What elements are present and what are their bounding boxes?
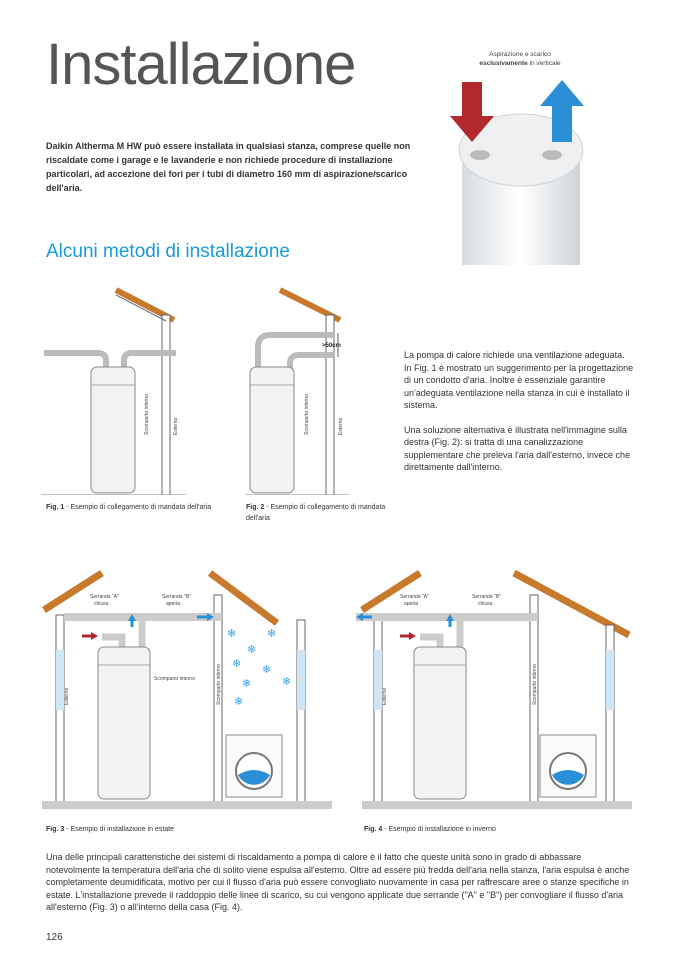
side-text [404, 349, 634, 486]
fig4-caption [364, 824, 614, 835]
svg-text:❄: ❄ [262, 664, 272, 676]
fig2-diagram [240, 285, 400, 495]
fig2-dimension: >50cm [322, 343, 341, 349]
fig3-label-inner: Scomparto interno [154, 676, 195, 682]
fig4-label-outer: Esterno [382, 687, 388, 705]
svg-text:❄: ❄ [232, 658, 242, 670]
fig4-damper-a: Serranda "A" [400, 594, 429, 600]
page-number: 126 [46, 932, 63, 943]
top-product-figure [440, 50, 600, 260]
fig2-caption [246, 502, 396, 524]
top-figure-label-bold: esclusivamente [479, 60, 528, 67]
fig3-caption [46, 824, 296, 835]
fig4-damper-a-state: aperta [404, 601, 419, 607]
fig2-label-inner: Scomparto interno [304, 394, 310, 435]
fig3-caption-text: - Esempio di installazione in estate [64, 826, 175, 833]
fig1-caption [46, 502, 236, 513]
top-figure-label-line1: Aspirazione e scarico [489, 51, 551, 58]
svg-text:❄: ❄ [234, 696, 244, 708]
fig4-diagram [354, 565, 634, 810]
fig1-label-inner: Scomparto interno [144, 394, 150, 435]
fig1-label-outer: Esterno [173, 417, 179, 435]
svg-text:❄: ❄ [242, 678, 252, 690]
fig3-label-outer: Esterno [64, 687, 70, 705]
fig4-damper-b: Serranda "B" [472, 594, 501, 600]
fig3-damper-a-state: chiusa [94, 601, 109, 607]
fig1-caption-num: Fig. 1 [46, 504, 65, 511]
bottom-paragraph: Una delle principali caratteristiche dei sistemi di riscaldamento a pompa di calore è il fatto che queste unità sono in grado di abbassare notevolmente la temperatura dell'aria che di solito viene espulsa all'esterno. Oltre ad essere più fredda dell'aria nella stanza, l'aria espulsa è anche completamente deumidificata, motivo per cui il flusso d'aria può essere convogliato nuovamente in casa per raffrescare aree o stanze specifiche in estate. L'installazione prevede il raddoppio delle linee di scarico, su cui vengono applicate due serrande ("A" e "B") per convogliare il flusso d'aria all'esterno (Fig. 3) o all'interno della casa (Fig. 4). [46, 852, 630, 913]
fig4-label-inner: Scomparto interno [532, 664, 538, 705]
svg-text:❄: ❄ [247, 644, 257, 656]
svg-text:❄: ❄ [227, 628, 237, 640]
side-text-p2: Una soluzione alternativa è illustrata nell'immagine sulla destra (Fig. 2): si tratta di una canalizzazione supplementare che preleva l'aria dall'esterno, invece che direttamente dall'interno. [404, 424, 631, 472]
fig3-diagram [42, 565, 332, 810]
svg-text:❄: ❄ [282, 676, 292, 688]
fig2-caption-text: - Esempio di collegamento di mandata dell'aria [246, 504, 386, 522]
fig4-caption-num: Fig. 4 [364, 826, 383, 833]
fig1-diagram [36, 285, 196, 495]
fig3-caption-num: Fig. 3 [46, 826, 65, 833]
heat-pump-top-illustration [440, 70, 600, 265]
fig4-damper-b-state: chiusa [478, 601, 493, 607]
svg-text:❄: ❄ [267, 628, 277, 640]
fig3-label-inner2: Scomparto interno [216, 664, 222, 705]
snowflake-icon [227, 628, 291, 708]
section-title: Alcuni metodi di installazione [46, 241, 290, 262]
intro-paragraph: Daikin Altherma M HW può essere installata in qualsiasi stanza, comprese quelle non riscaldate come i garage e le lavanderie e non richiede procedure di installazione particolari, ad accezione dei fori per i tubi di diametro 160 mm di aspirazione/scarico dell'aria. [46, 141, 411, 193]
fig3-damper-a: Serranda "A" [90, 594, 119, 600]
top-figure-label-rest: in verticale [527, 60, 561, 67]
side-text-p1: La pompa di calore richiede una ventilazione adeguata. In Fig. 1 è mostrato un suggerimento per la progettazione di un condotto d'aria. Inoltre è essenziale garantire un'adeguata ventilazione nella stanza in cui è installato il sistema. [404, 350, 634, 410]
fig3-damper-b: Serranda "B" [162, 594, 191, 600]
fig1-caption-text: - Esempio di collegamento di mandata dell'aria [64, 504, 212, 511]
page-title: Installazione [46, 32, 356, 97]
fig2-caption-num: Fig. 2 [246, 504, 265, 511]
fig4-caption-text: - Esempio di installazione in inverno [382, 826, 496, 833]
fig2-label-outer: Esterno [338, 417, 344, 435]
fig3-damper-b-state: aperta [166, 601, 181, 607]
